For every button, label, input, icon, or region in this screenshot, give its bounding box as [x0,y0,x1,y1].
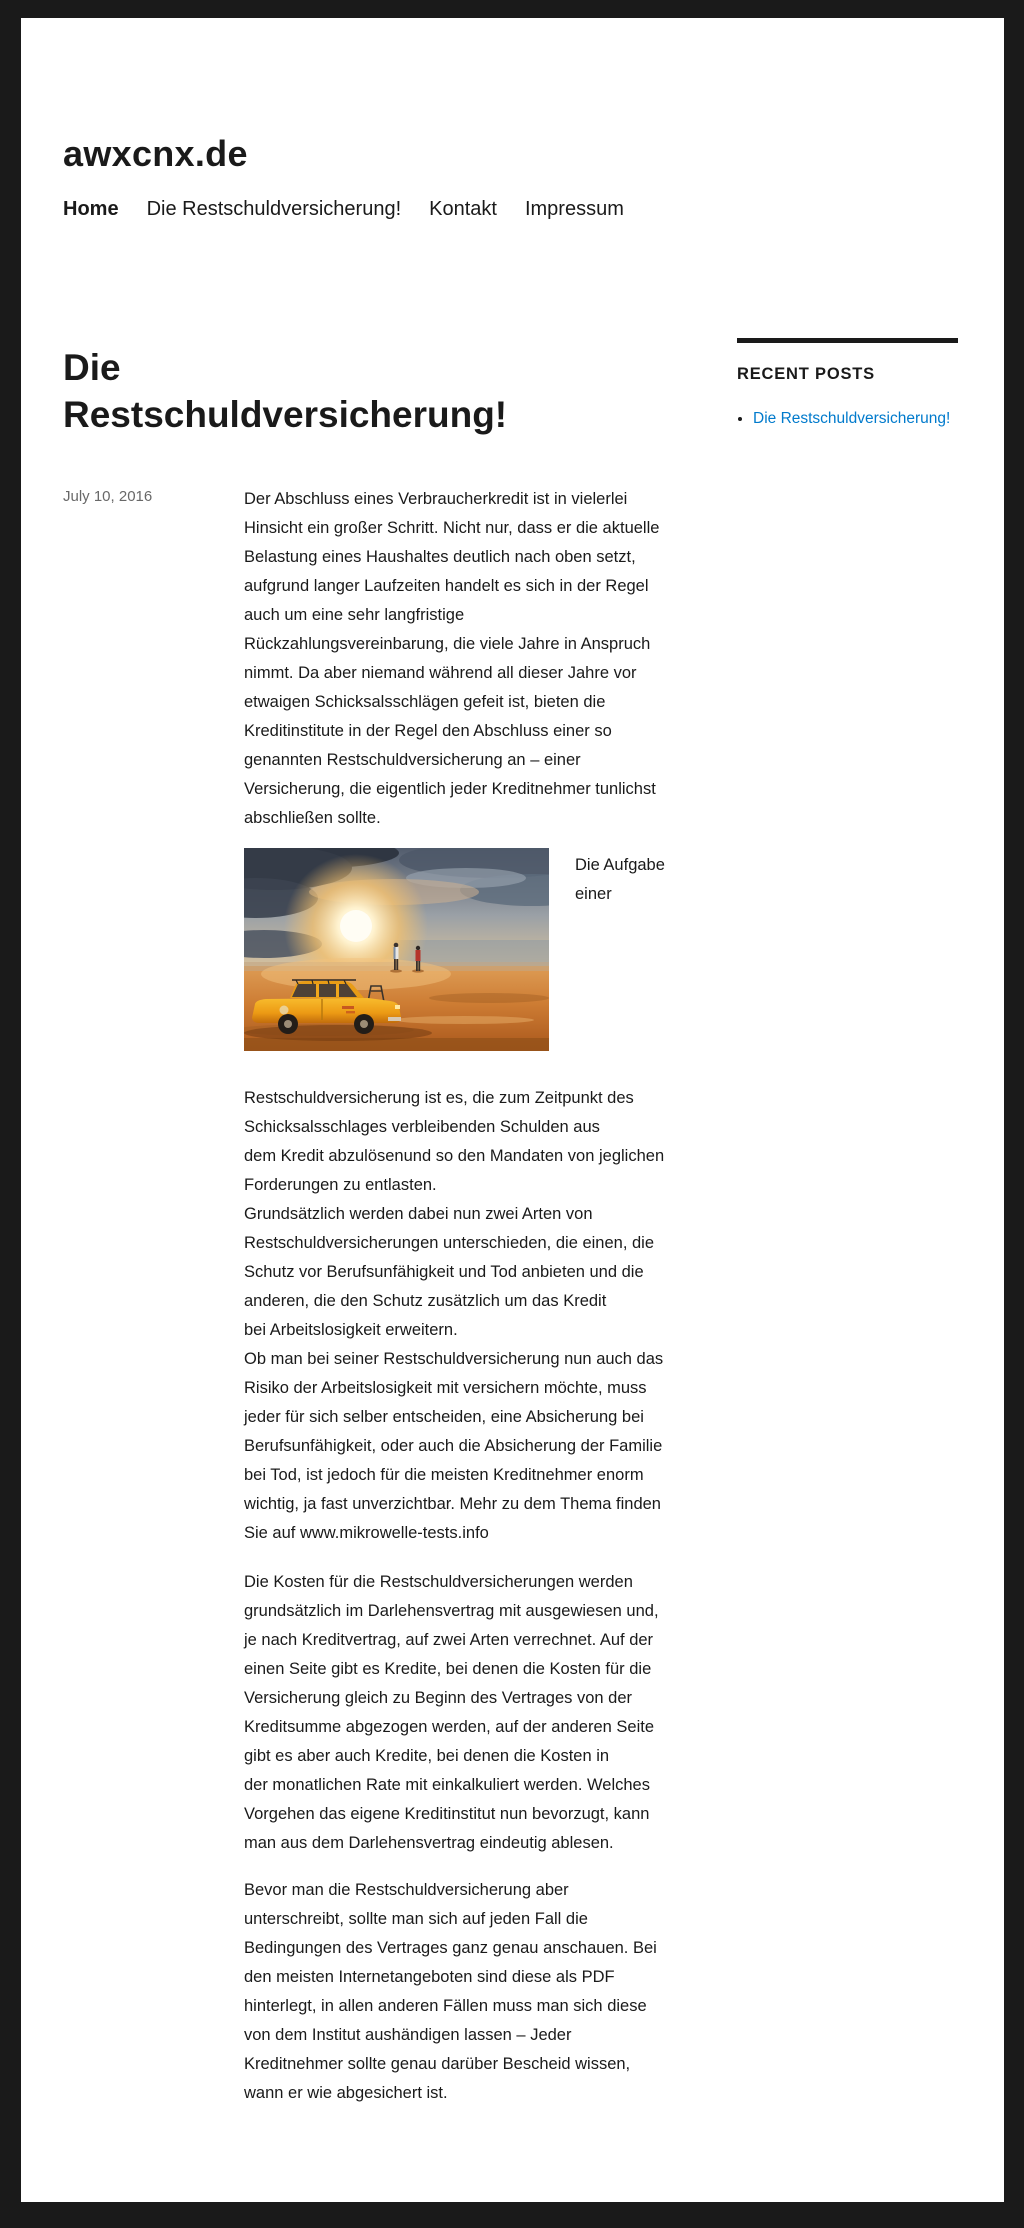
recent-post-link[interactable]: Die Restschuldversicherung! [753,410,951,428]
nav-item-die-restschuldversicherung[interactable]: Die Restschuldversicherung! [146,198,402,221]
post-body [244,485,694,2108]
paragraph-3: Die Kosten für die Restschuldversicherungen werden grundsätzlich im Darlehensvertrag mit ausgewiesen und, je nach Kreditvertrag, auf zwei Arten verrechnet. Auf der einen Seite gibt es Kredite, bei denen die Kosten für die Versicherung gleich zu Beginn des Vertrages von der Kreditsumme abgezogen werden, auf der anderen Seite gibt es aber auch Kredite, bei denen die Kosten in der monatlichen Rate mit einkalkuliert werden. Welches Vorgehen das eigene Kreditinstitut nun bevorzugt, kann man aus dem Darlehensvertrag eindeutig ablesen. [244,1573,659,1853]
nav-item-impressum[interactable]: Impressum [524,198,624,221]
image-side-text: Die Aufgabe einer [575,856,665,904]
post-content [63,485,694,2108]
recent-post-item [753,409,958,429]
image-paragraph [244,848,694,1051]
post-title: Die Restschuldversicherung! [63,347,508,436]
page-card [21,18,1004,2202]
sidebar [737,338,958,429]
nav-item-kontakt[interactable]: Kontakt [429,198,497,221]
post-meta-column [63,485,244,2108]
article [63,338,694,2108]
paragraph-2: Restschuldversicherung ist es, die zum Zeitpunkt des Schicksalsschlages verbleibenden Schulden aus dem Kredit abzulösenund so den Mandaten von jeglichen Forderungen zu entlasten. Grundsätzlich werden dabei nun zwei Arten von Restschuldversicherungen unterschieden, die einen, die Schutz vor Berufsunfähigkeit und Tod anbieten und die anderen, die den Schutz zusätzlich um das Kredit bei Arbeitslosigkeit erweitern. Ob man bei seiner Restschuldversicherung nun auch das Risiko der Arbeitslosigkeit mit versichern möchte, muss jeder für sich selber entscheiden, eine Absicherung bei Berufsunfähigkeit, oder auch die Absicherung der Familie bei Tod, ist jedoch für die meisten Kreditnehmer enorm wichtig, ja fast unverzichtbar. Mehr zu dem Thema finden Sie auf www.mikrowelle-tests.info [244,1089,665,1543]
post-date: July 10, 2016 [63,488,153,506]
recent-posts-title: RECENT POSTS [737,365,875,384]
recent-posts-list [737,409,958,429]
main-nav [63,196,958,222]
paragraph-1: Der Abschluss eines Verbraucherkredit ist in vielerlei Hinsicht ein großer Schritt. Nicht nur, dass er die aktuelle Belastung eines Haushaltes deutlich nach oben setzt, aufgrund langer Laufzeiten handelt es sich in der Regel auch um eine sehr langfristige Rückzahlungsvereinbarung, die viele Jahre in Anspruch nimmt. Da aber niemand während all dieser Jahre vor etwaigen Schicksalsschlägen gefeit ist, bieten die Kreditinstitute in der Regel den Abschluss einer so genannten Restschuldversicherung an – einer Versicherung, die eigentlich jeder Kreditnehmer tunlichst abschließen sollte. [244,490,660,828]
site-header [63,18,958,222]
site-title-link[interactable]: awxcnx.de [63,133,248,174]
main-area [63,338,958,2108]
paragraph-4: Bevor man die Restschuldversicherung aber unterschreibt, sollte man sich auf jeden Fall die Bedingungen des Vertrages ganz genau anschauen. Bei den meisten Internetangeboten sind diese als PDF hinterlegt, in allen anderen Fällen muss man sich diese von dem Institut aushändigen lassen – Jeder Kreditnehmer sollte genau darüber Bescheid wissen, wann er wie abgesichert ist. [244,1881,657,2103]
desert-taxi-image [244,848,549,1051]
nav-item-home[interactable]: Home [63,198,119,221]
